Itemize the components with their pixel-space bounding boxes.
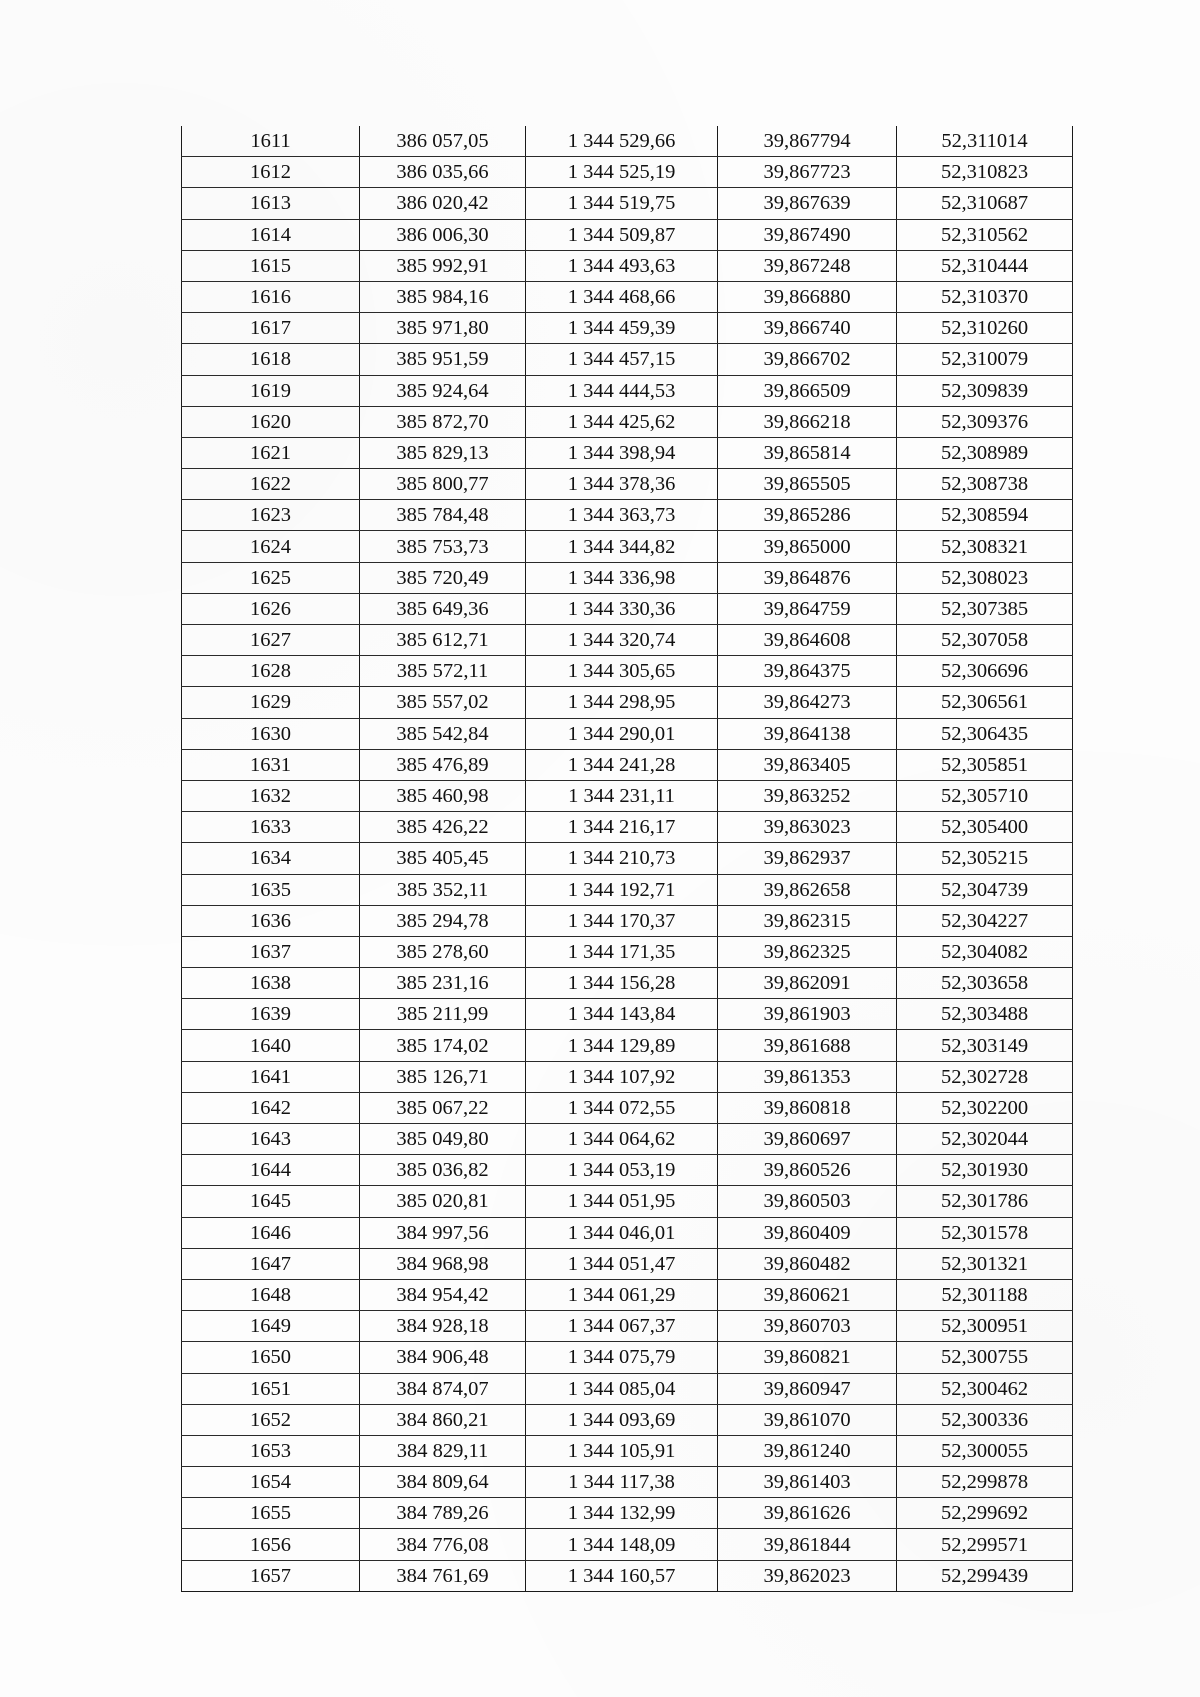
y-coordinate-cell: 1 344 525,19 [526, 157, 718, 188]
x-coordinate-cell: 385 557,02 [360, 687, 526, 718]
longitude-cell: 39,864608 [718, 625, 897, 656]
point-number-cell: 1615 [182, 250, 360, 281]
table-row [182, 188, 1073, 219]
point-number-cell: 1625 [182, 562, 360, 593]
y-coordinate-cell: 1 344 398,94 [526, 437, 718, 468]
latitude-cell: 52,310562 [897, 219, 1073, 250]
y-coordinate-cell: 1 344 051,95 [526, 1186, 718, 1217]
point-number-cell: 1630 [182, 718, 360, 749]
point-number-cell: 1622 [182, 469, 360, 500]
x-coordinate-cell: 384 997,56 [360, 1217, 526, 1248]
table-row [182, 1124, 1073, 1155]
table-row [182, 531, 1073, 562]
x-coordinate-cell: 385 405,45 [360, 843, 526, 874]
y-coordinate-cell: 1 344 231,11 [526, 780, 718, 811]
latitude-cell: 52,301188 [897, 1279, 1073, 1310]
point-number-cell: 1645 [182, 1186, 360, 1217]
table-row [182, 406, 1073, 437]
latitude-cell: 52,301786 [897, 1186, 1073, 1217]
longitude-cell: 39,866740 [718, 313, 897, 344]
table-row [182, 625, 1073, 656]
longitude-cell: 39,860703 [718, 1311, 897, 1342]
table-row [182, 500, 1073, 531]
y-coordinate-cell: 1 344 160,57 [526, 1560, 718, 1591]
longitude-cell: 39,864876 [718, 562, 897, 593]
y-coordinate-cell: 1 344 107,92 [526, 1061, 718, 1092]
latitude-cell: 52,306696 [897, 656, 1073, 687]
y-coordinate-cell: 1 344 336,98 [526, 562, 718, 593]
x-coordinate-cell: 384 968,98 [360, 1248, 526, 1279]
longitude-cell: 39,862091 [718, 968, 897, 999]
longitude-cell: 39,863405 [718, 749, 897, 780]
point-number-cell: 1633 [182, 812, 360, 843]
y-coordinate-cell: 1 344 067,37 [526, 1311, 718, 1342]
table-row [182, 1155, 1073, 1186]
x-coordinate-cell: 386 020,42 [360, 188, 526, 219]
longitude-cell: 39,863252 [718, 780, 897, 811]
longitude-cell: 39,865505 [718, 469, 897, 500]
longitude-cell: 39,860526 [718, 1155, 897, 1186]
point-number-cell: 1611 [182, 126, 360, 157]
x-coordinate-cell: 385 211,99 [360, 999, 526, 1030]
table-row [182, 1061, 1073, 1092]
latitude-cell: 52,310444 [897, 250, 1073, 281]
x-coordinate-cell: 385 984,16 [360, 281, 526, 312]
y-coordinate-cell: 1 344 148,09 [526, 1529, 718, 1560]
longitude-cell: 39,866880 [718, 281, 897, 312]
latitude-cell: 52,300462 [897, 1373, 1073, 1404]
longitude-cell: 39,861903 [718, 999, 897, 1030]
longitude-cell: 39,863023 [718, 812, 897, 843]
y-coordinate-cell: 1 344 072,55 [526, 1092, 718, 1123]
x-coordinate-cell: 384 761,69 [360, 1560, 526, 1591]
latitude-cell: 52,305851 [897, 749, 1073, 780]
x-coordinate-cell: 385 067,22 [360, 1092, 526, 1123]
table-row [182, 375, 1073, 406]
table-row [182, 1217, 1073, 1248]
point-number-cell: 1631 [182, 749, 360, 780]
y-coordinate-cell: 1 344 529,66 [526, 126, 718, 157]
x-coordinate-cell: 384 928,18 [360, 1311, 526, 1342]
table-row [182, 157, 1073, 188]
point-number-cell: 1648 [182, 1279, 360, 1310]
longitude-cell: 39,860482 [718, 1248, 897, 1279]
point-number-cell: 1649 [182, 1311, 360, 1342]
latitude-cell: 52,310687 [897, 188, 1073, 219]
latitude-cell: 52,301930 [897, 1155, 1073, 1186]
longitude-cell: 39,861626 [718, 1498, 897, 1529]
table-row [182, 749, 1073, 780]
latitude-cell: 52,300055 [897, 1435, 1073, 1466]
y-coordinate-cell: 1 344 085,04 [526, 1373, 718, 1404]
longitude-cell: 39,861240 [718, 1435, 897, 1466]
x-coordinate-cell: 385 753,73 [360, 531, 526, 562]
x-coordinate-cell: 385 426,22 [360, 812, 526, 843]
y-coordinate-cell: 1 344 509,87 [526, 219, 718, 250]
longitude-cell: 39,864375 [718, 656, 897, 687]
latitude-cell: 52,308321 [897, 531, 1073, 562]
longitude-cell: 39,865814 [718, 437, 897, 468]
y-coordinate-cell: 1 344 117,38 [526, 1467, 718, 1498]
point-number-cell: 1628 [182, 656, 360, 687]
point-number-cell: 1652 [182, 1404, 360, 1435]
table-row [182, 593, 1073, 624]
x-coordinate-cell: 386 057,05 [360, 126, 526, 157]
table-row [182, 687, 1073, 718]
latitude-cell: 52,305710 [897, 780, 1073, 811]
longitude-cell: 39,860818 [718, 1092, 897, 1123]
y-coordinate-cell: 1 344 129,89 [526, 1030, 718, 1061]
point-number-cell: 1641 [182, 1061, 360, 1092]
point-number-cell: 1639 [182, 999, 360, 1030]
point-number-cell: 1623 [182, 500, 360, 531]
latitude-cell: 52,306435 [897, 718, 1073, 749]
latitude-cell: 52,309839 [897, 375, 1073, 406]
point-number-cell: 1624 [182, 531, 360, 562]
y-coordinate-cell: 1 344 216,17 [526, 812, 718, 843]
latitude-cell: 52,300755 [897, 1342, 1073, 1373]
point-number-cell: 1634 [182, 843, 360, 874]
table-row [182, 344, 1073, 375]
table-row [182, 313, 1073, 344]
table-row [182, 1342, 1073, 1373]
point-number-cell: 1613 [182, 188, 360, 219]
table-row [182, 1467, 1073, 1498]
latitude-cell: 52,308738 [897, 469, 1073, 500]
longitude-cell: 39,865000 [718, 531, 897, 562]
table-row [182, 905, 1073, 936]
longitude-cell: 39,862023 [718, 1560, 897, 1591]
table-row [182, 812, 1073, 843]
x-coordinate-cell: 385 476,89 [360, 749, 526, 780]
x-coordinate-cell: 385 612,71 [360, 625, 526, 656]
table-row [182, 718, 1073, 749]
latitude-cell: 52,308594 [897, 500, 1073, 531]
table-row [182, 281, 1073, 312]
y-coordinate-cell: 1 344 046,01 [526, 1217, 718, 1248]
x-coordinate-cell: 385 924,64 [360, 375, 526, 406]
table-row [182, 999, 1073, 1030]
longitude-cell: 39,862325 [718, 936, 897, 967]
table-row [182, 437, 1073, 468]
longitude-cell: 39,867248 [718, 250, 897, 281]
table-row [182, 843, 1073, 874]
point-number-cell: 1619 [182, 375, 360, 406]
x-coordinate-cell: 384 776,08 [360, 1529, 526, 1560]
x-coordinate-cell: 385 020,81 [360, 1186, 526, 1217]
latitude-cell: 52,310370 [897, 281, 1073, 312]
x-coordinate-cell: 385 036,82 [360, 1155, 526, 1186]
latitude-cell: 52,307058 [897, 625, 1073, 656]
x-coordinate-cell: 386 035,66 [360, 157, 526, 188]
y-coordinate-cell: 1 344 156,28 [526, 968, 718, 999]
longitude-cell: 39,862937 [718, 843, 897, 874]
x-coordinate-cell: 385 126,71 [360, 1061, 526, 1092]
point-number-cell: 1620 [182, 406, 360, 437]
latitude-cell: 52,300336 [897, 1404, 1073, 1435]
longitude-cell: 39,867794 [718, 126, 897, 157]
y-coordinate-cell: 1 344 459,39 [526, 313, 718, 344]
latitude-cell: 52,302200 [897, 1092, 1073, 1123]
point-number-cell: 1638 [182, 968, 360, 999]
y-coordinate-cell: 1 344 457,15 [526, 344, 718, 375]
y-coordinate-cell: 1 344 061,29 [526, 1279, 718, 1310]
y-coordinate-cell: 1 344 493,63 [526, 250, 718, 281]
x-coordinate-cell: 385 294,78 [360, 905, 526, 936]
y-coordinate-cell: 1 344 305,65 [526, 656, 718, 687]
table-row [182, 126, 1073, 157]
point-number-cell: 1618 [182, 344, 360, 375]
longitude-cell: 39,866509 [718, 375, 897, 406]
longitude-cell: 39,867490 [718, 219, 897, 250]
latitude-cell: 52,310823 [897, 157, 1073, 188]
table-row [182, 1279, 1073, 1310]
longitude-cell: 39,862315 [718, 905, 897, 936]
coordinates-table-body [182, 126, 1073, 1591]
y-coordinate-cell: 1 344 290,01 [526, 718, 718, 749]
point-number-cell: 1632 [182, 780, 360, 811]
x-coordinate-cell: 385 784,48 [360, 500, 526, 531]
y-coordinate-cell: 1 344 363,73 [526, 500, 718, 531]
table-row [182, 469, 1073, 500]
x-coordinate-cell: 385 049,80 [360, 1124, 526, 1155]
longitude-cell: 39,866702 [718, 344, 897, 375]
latitude-cell: 52,303488 [897, 999, 1073, 1030]
table-row [182, 562, 1073, 593]
y-coordinate-cell: 1 344 171,35 [526, 936, 718, 967]
y-coordinate-cell: 1 344 330,36 [526, 593, 718, 624]
table-row [182, 656, 1073, 687]
longitude-cell: 39,860503 [718, 1186, 897, 1217]
longitude-cell: 39,860697 [718, 1124, 897, 1155]
y-coordinate-cell: 1 344 425,62 [526, 406, 718, 437]
longitude-cell: 39,865286 [718, 500, 897, 531]
latitude-cell: 52,301578 [897, 1217, 1073, 1248]
x-coordinate-cell: 385 951,59 [360, 344, 526, 375]
point-number-cell: 1657 [182, 1560, 360, 1591]
latitude-cell: 52,299692 [897, 1498, 1073, 1529]
latitude-cell: 52,303658 [897, 968, 1073, 999]
longitude-cell: 39,862658 [718, 874, 897, 905]
longitude-cell: 39,864759 [718, 593, 897, 624]
x-coordinate-cell: 385 971,80 [360, 313, 526, 344]
y-coordinate-cell: 1 344 320,74 [526, 625, 718, 656]
x-coordinate-cell: 384 906,48 [360, 1342, 526, 1373]
table-row [182, 1560, 1073, 1591]
table-row [182, 1030, 1073, 1061]
x-coordinate-cell: 385 231,16 [360, 968, 526, 999]
point-number-cell: 1635 [182, 874, 360, 905]
longitude-cell: 39,867639 [718, 188, 897, 219]
y-coordinate-cell: 1 344 105,91 [526, 1435, 718, 1466]
table-row [182, 1498, 1073, 1529]
table-row [182, 250, 1073, 281]
x-coordinate-cell: 384 954,42 [360, 1279, 526, 1310]
latitude-cell: 52,300951 [897, 1311, 1073, 1342]
x-coordinate-cell: 385 720,49 [360, 562, 526, 593]
longitude-cell: 39,867723 [718, 157, 897, 188]
x-coordinate-cell: 385 278,60 [360, 936, 526, 967]
longitude-cell: 39,861353 [718, 1061, 897, 1092]
point-number-cell: 1643 [182, 1124, 360, 1155]
table-row [182, 1404, 1073, 1435]
point-number-cell: 1617 [182, 313, 360, 344]
y-coordinate-cell: 1 344 132,99 [526, 1498, 718, 1529]
longitude-cell: 39,861844 [718, 1529, 897, 1560]
point-number-cell: 1642 [182, 1092, 360, 1123]
point-number-cell: 1656 [182, 1529, 360, 1560]
y-coordinate-cell: 1 344 344,82 [526, 531, 718, 562]
y-coordinate-cell: 1 344 298,95 [526, 687, 718, 718]
table-row [182, 780, 1073, 811]
y-coordinate-cell: 1 344 241,28 [526, 749, 718, 780]
table-row [182, 1186, 1073, 1217]
latitude-cell: 52,299878 [897, 1467, 1073, 1498]
point-number-cell: 1629 [182, 687, 360, 718]
longitude-cell: 39,861070 [718, 1404, 897, 1435]
y-coordinate-cell: 1 344 192,71 [526, 874, 718, 905]
point-number-cell: 1612 [182, 157, 360, 188]
longitude-cell: 39,860621 [718, 1279, 897, 1310]
y-coordinate-cell: 1 344 170,37 [526, 905, 718, 936]
table-row [182, 1435, 1073, 1466]
table-row [182, 936, 1073, 967]
longitude-cell: 39,864273 [718, 687, 897, 718]
longitude-cell: 39,864138 [718, 718, 897, 749]
y-coordinate-cell: 1 344 051,47 [526, 1248, 718, 1279]
latitude-cell: 52,302728 [897, 1061, 1073, 1092]
x-coordinate-cell: 386 006,30 [360, 219, 526, 250]
longitude-cell: 39,860409 [718, 1217, 897, 1248]
y-coordinate-cell: 1 344 468,66 [526, 281, 718, 312]
x-coordinate-cell: 384 874,07 [360, 1373, 526, 1404]
latitude-cell: 52,310260 [897, 313, 1073, 344]
x-coordinate-cell: 385 460,98 [360, 780, 526, 811]
y-coordinate-cell: 1 344 075,79 [526, 1342, 718, 1373]
latitude-cell: 52,305215 [897, 843, 1073, 874]
x-coordinate-cell: 385 992,91 [360, 250, 526, 281]
x-coordinate-cell: 384 809,64 [360, 1467, 526, 1498]
point-number-cell: 1644 [182, 1155, 360, 1186]
y-coordinate-cell: 1 344 093,69 [526, 1404, 718, 1435]
x-coordinate-cell: 385 649,36 [360, 593, 526, 624]
latitude-cell: 52,299571 [897, 1529, 1073, 1560]
point-number-cell: 1654 [182, 1467, 360, 1498]
longitude-cell: 39,860821 [718, 1342, 897, 1373]
longitude-cell: 39,860947 [718, 1373, 897, 1404]
table-row [182, 874, 1073, 905]
longitude-cell: 39,861403 [718, 1467, 897, 1498]
y-coordinate-cell: 1 344 444,53 [526, 375, 718, 406]
table-row [182, 1529, 1073, 1560]
table-row [182, 1373, 1073, 1404]
x-coordinate-cell: 384 860,21 [360, 1404, 526, 1435]
point-number-cell: 1646 [182, 1217, 360, 1248]
longitude-cell: 39,861688 [718, 1030, 897, 1061]
y-coordinate-cell: 1 344 053,19 [526, 1155, 718, 1186]
table-row [182, 1311, 1073, 1342]
table-row [182, 1248, 1073, 1279]
point-number-cell: 1650 [182, 1342, 360, 1373]
y-coordinate-cell: 1 344 064,62 [526, 1124, 718, 1155]
point-number-cell: 1647 [182, 1248, 360, 1279]
latitude-cell: 52,310079 [897, 344, 1073, 375]
point-number-cell: 1653 [182, 1435, 360, 1466]
latitude-cell: 52,304227 [897, 905, 1073, 936]
latitude-cell: 52,301321 [897, 1248, 1073, 1279]
latitude-cell: 52,305400 [897, 812, 1073, 843]
latitude-cell: 52,303149 [897, 1030, 1073, 1061]
point-number-cell: 1614 [182, 219, 360, 250]
latitude-cell: 52,302044 [897, 1124, 1073, 1155]
table-row [182, 968, 1073, 999]
x-coordinate-cell: 385 174,02 [360, 1030, 526, 1061]
y-coordinate-cell: 1 344 378,36 [526, 469, 718, 500]
table-row [182, 219, 1073, 250]
x-coordinate-cell: 385 572,11 [360, 656, 526, 687]
point-number-cell: 1636 [182, 905, 360, 936]
y-coordinate-cell: 1 344 210,73 [526, 843, 718, 874]
x-coordinate-cell: 384 789,26 [360, 1498, 526, 1529]
point-number-cell: 1616 [182, 281, 360, 312]
latitude-cell: 52,304082 [897, 936, 1073, 967]
coordinates-table [181, 126, 1073, 1592]
table-row [182, 1092, 1073, 1123]
point-number-cell: 1655 [182, 1498, 360, 1529]
latitude-cell: 52,309376 [897, 406, 1073, 437]
latitude-cell: 52,299439 [897, 1560, 1073, 1591]
x-coordinate-cell: 384 829,11 [360, 1435, 526, 1466]
x-coordinate-cell: 385 800,77 [360, 469, 526, 500]
y-coordinate-cell: 1 344 143,84 [526, 999, 718, 1030]
latitude-cell: 52,311014 [897, 126, 1073, 157]
point-number-cell: 1626 [182, 593, 360, 624]
x-coordinate-cell: 385 542,84 [360, 718, 526, 749]
latitude-cell: 52,308023 [897, 562, 1073, 593]
latitude-cell: 52,304739 [897, 874, 1073, 905]
x-coordinate-cell: 385 872,70 [360, 406, 526, 437]
longitude-cell: 39,866218 [718, 406, 897, 437]
y-coordinate-cell: 1 344 519,75 [526, 188, 718, 219]
point-number-cell: 1640 [182, 1030, 360, 1061]
point-number-cell: 1637 [182, 936, 360, 967]
x-coordinate-cell: 385 829,13 [360, 437, 526, 468]
latitude-cell: 52,307385 [897, 593, 1073, 624]
latitude-cell: 52,306561 [897, 687, 1073, 718]
point-number-cell: 1651 [182, 1373, 360, 1404]
latitude-cell: 52,308989 [897, 437, 1073, 468]
point-number-cell: 1627 [182, 625, 360, 656]
point-number-cell: 1621 [182, 437, 360, 468]
x-coordinate-cell: 385 352,11 [360, 874, 526, 905]
